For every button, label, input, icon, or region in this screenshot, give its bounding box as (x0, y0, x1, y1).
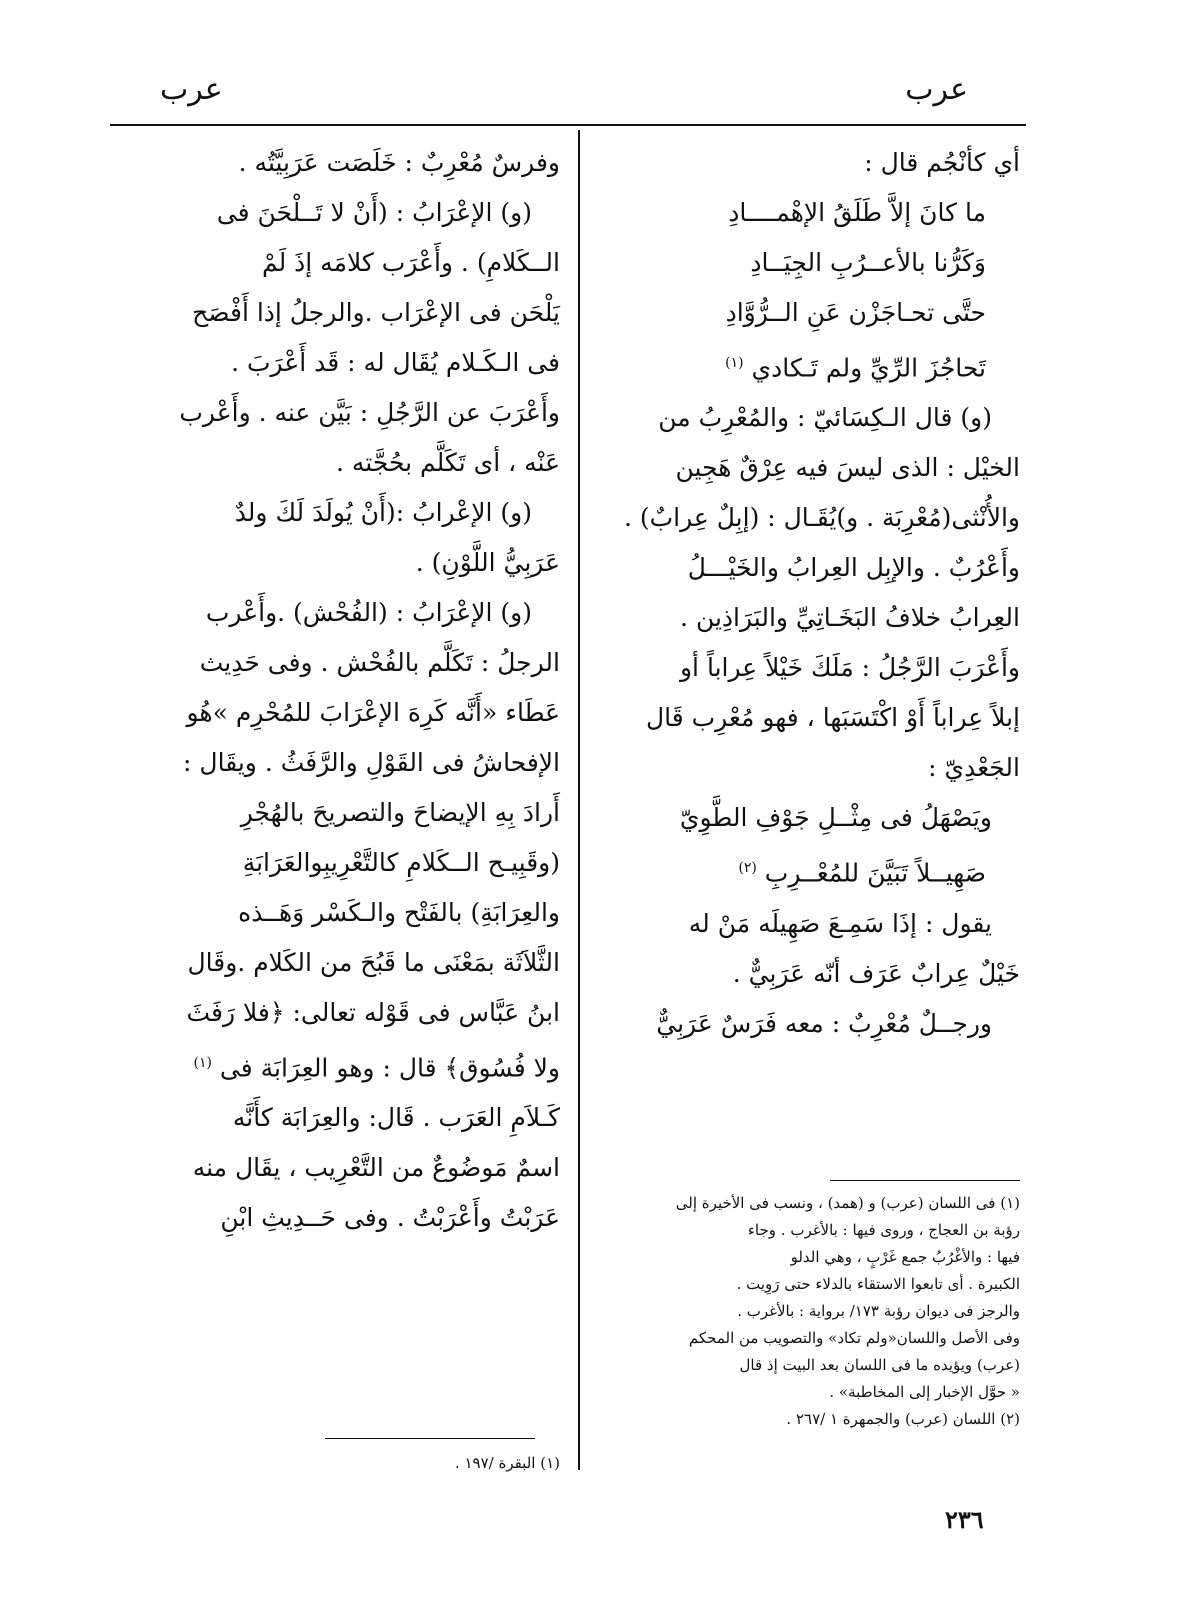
footnote-line: وفى الأصل واللسان«ولم تكاد» والتصويب من المحكم (688, 1329, 1020, 1347)
footnote-line: الكبيرة . أى تابعوا الاستقاء بالدلاء حتى رَوِيت . (736, 1275, 1020, 1293)
footnote-line: (٢) اللسان (عرب) والجمهرة ١ /٢٦٧ . (786, 1410, 1020, 1428)
verse-line (600, 843, 1020, 898)
text-line: (وقَبِيـح الــكَلامِ كالتَّعْرِيبِوالعَرَابَةِ (242, 848, 560, 877)
text-line: ابنُ عَبَّاس فى قَوْله تعالى: ﴿فلا رَفَثَ (186, 998, 560, 1027)
column-divider (578, 130, 580, 1470)
footnote-rule (830, 1180, 1020, 1181)
verse-line: حتَّى تحـاجَزْن عَنِ الــرُّوَّادِ (725, 298, 986, 327)
text-line: الجَعْدِيّ : (928, 753, 1020, 783)
footnote-line: (١) البقرة /١٩٧ . (454, 1454, 560, 1472)
right-footnotes (600, 1190, 1020, 1433)
text-line: اسمٌ مَوضُوعٌ من التَّعْرِيب ، يقَال منه (192, 1153, 560, 1183)
text-line: أي كأنْجُم قال : (864, 148, 1020, 177)
text-line: إبلاً عِراباً أَوْ اكْتَسَبَها ، فهو مُعْرِب قَال (645, 703, 1020, 733)
verse-line: ما كانَ إلاَّ طَلَقُ الإهْمــــادِ (728, 198, 986, 227)
text-line: الرجلُ : تَكَلَّم بالفُحْش . وفى حَدِيث (199, 648, 560, 677)
text-line: والعِرَابَةِ) بالفَتْح والـكَسْر وَهَــذه (238, 898, 560, 927)
footnote-marker: (١) (725, 355, 744, 371)
text-line: يَلْحَن فى الإعْرَاب .والرجلُ إذا أَفْصَح (192, 298, 560, 327)
text-line: والأُنْثى(مُعْرِبَة . و)يُقَـال : (إبِلٌ عِرابٌ) . (623, 503, 1020, 533)
verse-line: وَكَرُّنا بالأعــرُبِ الجِيَــادِ (750, 248, 986, 277)
footnote-marker: (١) (193, 1055, 212, 1071)
text-line: وأَعْرَبَ الرَّجُلُ : مَلَكَ خَيْلاً عِراباً أو (679, 653, 1020, 683)
text-line: أَرادَ بِهِ الإيضاحَ والتصريحَ بالهُجْرِ (240, 798, 560, 827)
text-line: عَنْه ، أى تَكَلَّم بحُجَّته . (336, 448, 560, 477)
verse-text: تَحاجُزَ الرِّيِّ ولم تَـكادي (751, 353, 986, 383)
text-line: وأَعْرُبٌ . والإبِل العِرابُ والخَيْـــلُ (687, 553, 1020, 583)
text-line (110, 1038, 560, 1093)
footnote-line: « حوَّل الإخبار إلى المخاطبة» . (829, 1383, 1020, 1401)
text-line: العِرابُ خلافُ البَخَـاتِيِّ والبَرَاذِين . (680, 603, 1020, 633)
footnote-line: رؤبة بن العجاج ، وروى فيها : بالأغرب . وجاء (747, 1221, 1020, 1239)
left-footnotes (110, 1450, 560, 1477)
text-line: خَيْلٌ عِرابٌ عَرَف أنّه عَرَبِيٌّ . (732, 958, 1020, 988)
page-number: ٢٣٦ (945, 1505, 984, 1534)
text-line: وأَعْرَبَ عن الرَّجُلِ : بَيَّن عنه . وأَعْرب (179, 398, 560, 427)
text-line: (و) الإعْرابُ :(أَنْ يُولَدَ لَكَ ولدٌ (234, 498, 532, 527)
verse-line: ويَصْهَلُ فى مِثْــلِ جَوْفِ الطَّوِيّ (679, 803, 992, 833)
footnote-marker: (٢) (738, 860, 757, 877)
footnote-line: والرجز فى ديوان رؤبة ١٧٣/ برواية : بالأغرب . (737, 1302, 1020, 1320)
text-segment: ولا فُسُوق﴾ قال : وهو العِرَابَة فى (219, 1053, 560, 1083)
footnote-line: (١) فى اللسان (عرب) و (همد) ، ونسب فى الأخيرة إلى (675, 1194, 1020, 1212)
footnote-line: فيها : والأغْرُبُ جمع غَرْبٍ ، وهي الدلو (790, 1248, 1020, 1266)
footnote-line: (عرب) ويؤيده ما فى اللسان بعد البيت إذ قال (739, 1356, 1020, 1374)
right-column (600, 138, 1020, 1049)
header-rule (110, 124, 1026, 126)
text-line: الخيْل : الذى ليسَ فيه عِرْقٌ هَجِين (675, 453, 1020, 483)
text-line: ورجــلٌ مُعْرِبٌ : معه فَرَسٌ عَرَبِيٌّ (656, 1008, 992, 1038)
text-line: (و) قال الـكِسَائيّ : والمُعْرِبُ من (658, 403, 992, 433)
text-line: عَرَبِيُّ اللَّوْنِ) . (415, 548, 560, 577)
footnote-rule (325, 1438, 535, 1439)
text-line: الإفحاشُ فى القَوْلِ والرَّفَثُ . ويقَال : (183, 748, 560, 777)
text-line: عَطَاء «أَنَّه كَرِهَ الإعْرَابَ للمُحْرِم »هُو (186, 698, 560, 727)
verse-text: صَهِيــلاً تَبَيَّنَ للمُعْــرِبِ (764, 858, 986, 888)
text-line: فى الـكَـلام يُقَال له : قَد أَعْرَبَ . (231, 348, 560, 377)
text-line: عَرَبْتُ وأَعْرَبْتُ . وفى حَــدِيثِ ابْنِ (220, 1203, 560, 1233)
text-line: وفرسٌ مُعْرِبٌ : خَلَصَت عَرَبِيَّتُه . (238, 148, 560, 177)
text-line: (و) الإعْرَابُ : (أَنْ لا تَــلْحَنَ فى (216, 198, 532, 227)
verse-line (600, 338, 1020, 393)
text-line: كَـلاَمِ العَرَب . قَال: والعِرَابَة كأَنَّه (232, 1103, 560, 1133)
running-header-left: عرب (160, 72, 223, 107)
text-line: يقول : إذَا سَمِـعَ صَهِيلَه مَنْ له (688, 908, 992, 938)
text-line: الــكَلامِ) . وأَعْرَب كلامَه إذَ لَمْ (261, 248, 560, 277)
text-line: الثَّلاَثَة بمَعْنَى ما قَبُحَ من الكَلام .وقَال (187, 948, 560, 977)
text-line: (و) الإعْرَابُ : (الفُحْش) .وأَعْرب (205, 598, 532, 627)
running-header-right: عرب (905, 72, 968, 107)
left-column (110, 138, 560, 1243)
